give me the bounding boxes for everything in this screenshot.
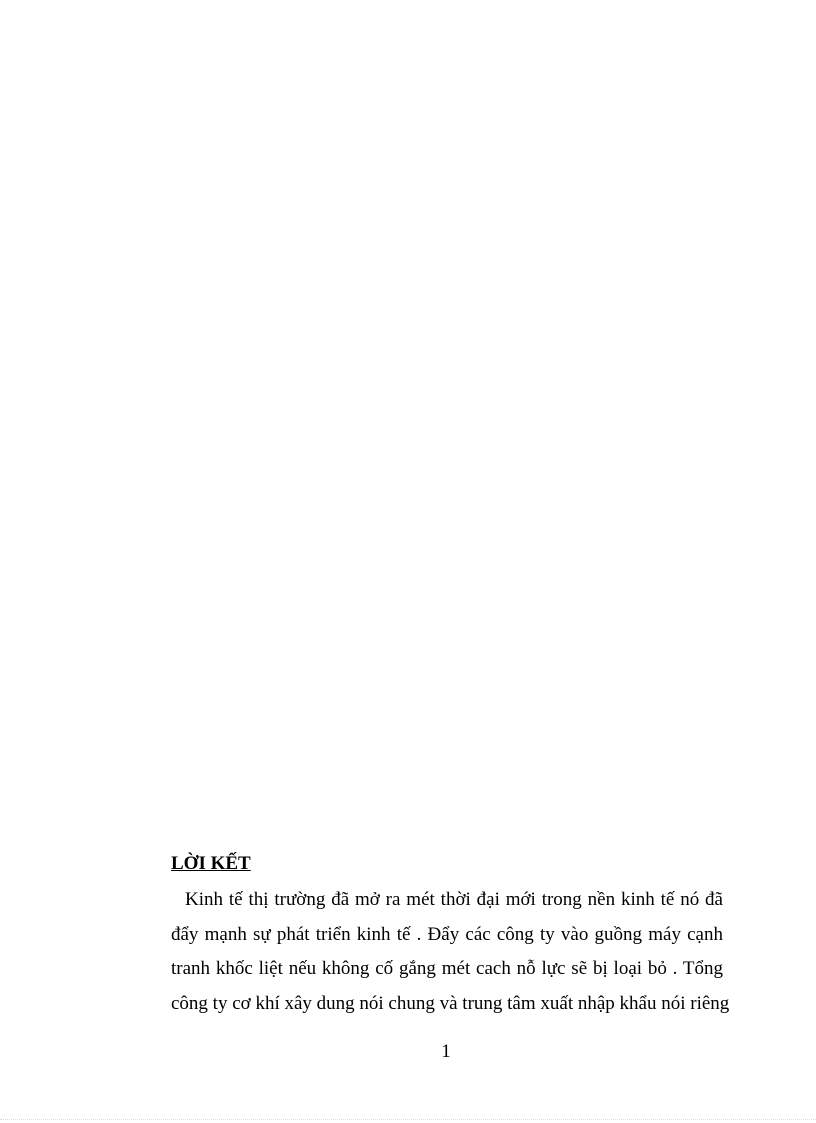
paragraph-line-2: đẩy mạnh sự phát triển kinh tế . Đẩy các công ty vào guồng máy cạnh (171, 923, 723, 945)
paragraph-line-1: Kinh tế thị trường đã mở ra mét thời đại mới trong nền kinh tế nó đã (185, 889, 723, 910)
paragraph-line-3: tranh khốc liệt nếu không cố gắng mét cach nỗ lực sẽ bị loại bỏ . Tổng (171, 958, 723, 979)
paragraph-line-4: công ty cơ khí xây dung nói chung và trung tâm xuất nhập khẩu nói riêng (171, 992, 730, 1014)
body-paragraph (171, 883, 730, 1021)
section-heading: LỜI KẾT (171, 853, 251, 874)
page-number: 1 (441, 1041, 451, 1062)
page-bottom-divider (0, 1119, 816, 1120)
